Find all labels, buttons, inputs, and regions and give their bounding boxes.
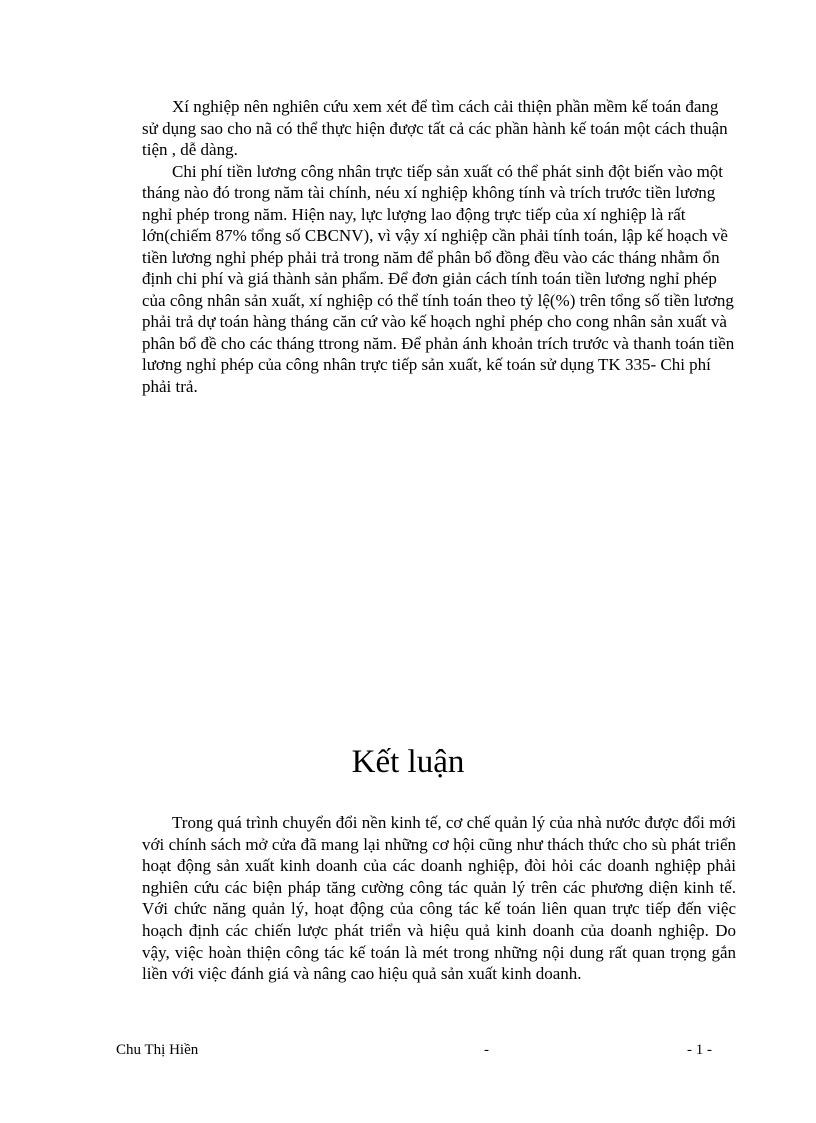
footer-author: Chu Thị Hiền <box>116 1042 199 1058</box>
paragraph-conclusion: Trong quá trình chuyển đổi nền kinh tế, cơ chế quản lý của nhà nước được đổi mới với chính sách mở cửa đã mang lại những cơ hội cũng như thách thức cho sù phát triển hoạt động sản xuất kinh doanh của các doanh nghiệp, đòi hỏi các doanh nghiệp phải nghiên cứu các biện pháp tăng cường công tác quản lý trên các phương diện kinh tế. Với chức năng quản lý, hoạt động của công tác kế toán liên quan trực tiếp đến việc hoạch định các chiến lược phát triển và hiệu quả kinh doanh của doanh nghiệp. Do vậy, việc hoàn thiện công tác kế toán là mét trong những nội dung rất quan trọng gắn liền với việc đánh giá và nâng cao hiệu quả sản xuất kinh doanh. <box>142 813 736 984</box>
body-text-top <box>142 96 736 397</box>
section-heading-conclusion: Kết luận <box>351 744 465 780</box>
body-text-conclusion <box>142 812 736 985</box>
paragraph-leave-pay-accrual: Chi phí tiền lương công nhân trực tiếp sản xuất có thể phát sinh đột biến vào một tháng nào đó trong năm tài chính, néu xí nghiệp không tính và trích trước tiền lương nghỉ phép trong năm. Hiện nay, lực lượng lao động trực tiếp của xí nghiệp là rất lớn(chiếm 87% tổng số CBCNV), vì vậy xí nghiệp cần phải tính toán, lập kế hoạch về tiền lương nghỉ phép phải trả trong năm để phân bổ đồng đều vào các tháng nhằm ổn định chi phí và giá thành sản phẩm. Để đơn giản cách tính toán tiền lương nghỉ phép của công nhân sản xuất, xí nghiệp có thể tính toán theo tỷ lệ(%) trên tổng số tiền lương phải trả dự toán hàng tháng căn cứ vào kế hoạch nghỉ phép cho cong nhân sản xuất và phân bổ đề cho các tháng ttrong năm. Để phản ánh khoản trích trước và thanh toán tiền lương nghỉ phép của công nhân trực tiếp sản xuất, kế toán sử dụng TK 335- Chi phí phải trả. <box>142 161 735 396</box>
paragraph-software-improvement: Xí nghiệp nên nghiên cứu xem xét để tìm cách cải thiện phần mềm kế toán đang sử dụng sao cho nã có thể thực hiện được tất cả các phần hành kế toán một cách thuận tiện , dễ dàng. <box>142 97 728 159</box>
page-footer <box>116 1040 712 1060</box>
footer-page-number: - 1 - <box>687 1042 712 1058</box>
footer-separator: - <box>484 1042 489 1058</box>
